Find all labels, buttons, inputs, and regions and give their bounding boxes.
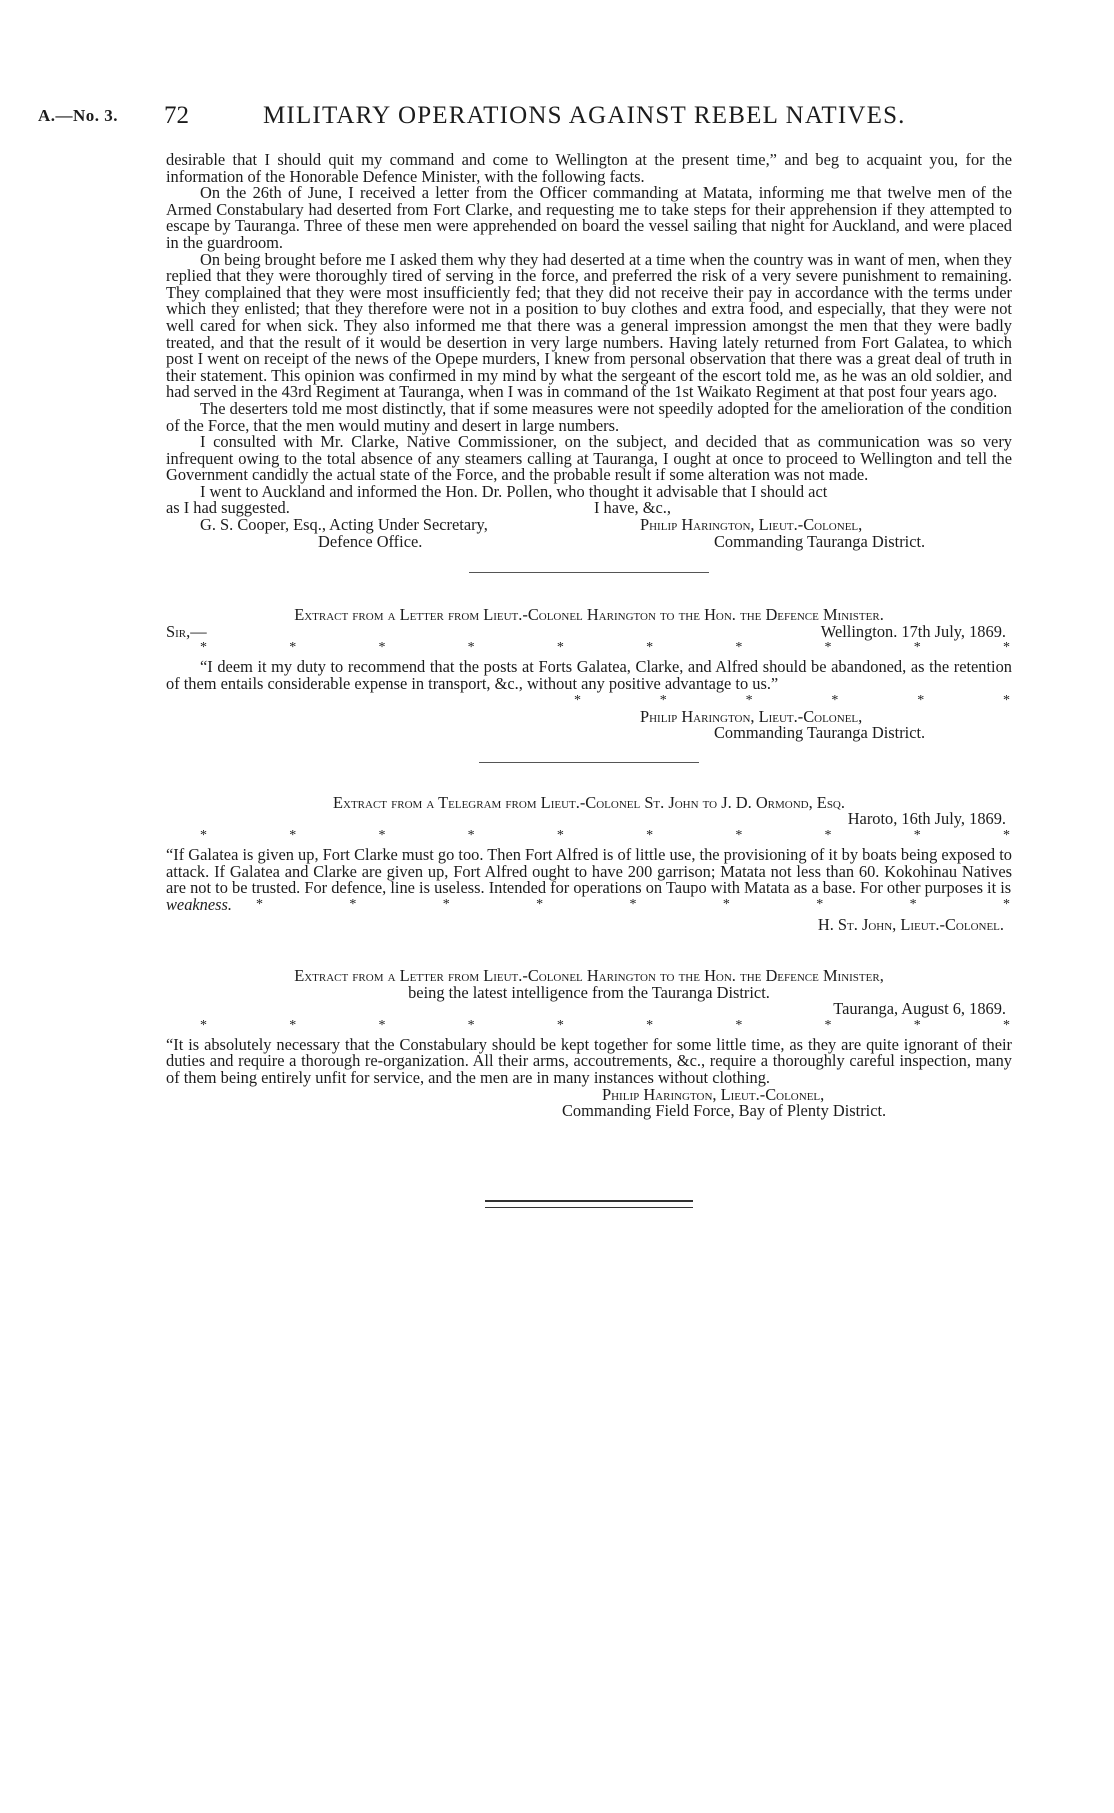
ellipsis-star: * [200,828,207,843]
paragraph: The deserters told me most distinctly, that if some measures were not speedily adopted for the amelioration of the condition of the Force, that the men would mutiny and desert in large numbers. [166,398,1012,435]
ellipsis-star: * [735,828,743,843]
extract-heading: Extract from a Telegram from Lieut.-Colonel St. John to J. D. Ormond, Esq. [333,792,845,812]
salutation: Sir,— [166,621,207,641]
ellipsis-star: * [200,1017,207,1033]
quoted-text-end: weakness. [166,894,233,914]
section-divider [469,572,709,573]
ellipsis-star: * [556,1017,564,1033]
ellipsis-star: * [646,640,654,656]
section-divider [479,762,699,763]
ellipsis-star: * [349,897,357,913]
quoted-text: “I deem it my duty to recommend that the posts at Forts Galatea, Clarke, and Alfred should be abandoned, as the retention of them entails considerable expense in transport, &c., without any positive advantage to us.” [166,657,1012,694]
dateline: Tauranga, August 6, 1869. [833,999,1006,1019]
ellipsis-star: * [735,1017,743,1033]
extract-letter-harington-latest [166,965,1012,1121]
ellipsis-star: * [1002,828,1010,843]
ellipsis-star: * [745,692,753,708]
signer: Philip Harington, Lieut.-Colonel, [640,515,863,535]
extract-telegram-st-john [166,792,1012,935]
extract-heading: Extract from a Letter from Lieut.-Colonel Harington to the Hon. the Defence Minister, [294,965,884,985]
ellipsis-row [166,828,1012,844]
ellipsis-star: * [536,897,544,913]
ellipsis-star: * [1002,1017,1010,1033]
dateline: Haroto, 16th July, 1869. [847,809,1006,829]
ellipsis-star: * [917,692,925,708]
ellipsis-star: * [556,640,564,656]
signer-title: Commanding Tauranga District. [714,531,926,551]
ellipsis-star: * [824,828,832,843]
ellipsis-star: * [722,897,730,913]
dateline: Wellington. 17th July, 1869. [820,621,1006,641]
office-title-line [166,531,1012,551]
addressee-office: Defence Office. [318,531,423,551]
signer: Philip Harington, Lieut.-Colonel, [640,706,863,726]
closing: I have, &c., [594,498,671,518]
paragraph: I went to Auckland and informed the Hon. Dr. Pollen, who thought it advisable that I should act [200,481,828,501]
ellipsis-star: * [378,1017,386,1033]
ellipsis-star: * [256,897,263,913]
ellipsis-row [166,1018,1012,1034]
signer-title: Commanding Field Force, Bay of Plenty District. [562,1101,887,1121]
ellipsis-star: * [1002,640,1010,656]
paper-reference: A.—No. 3. [38,106,119,125]
ellipsis-star: * [646,828,654,843]
ellipsis-star: * [913,828,921,843]
ellipsis-star: * [816,897,824,913]
running-title: MILITARY OPERATIONS AGAINST REBEL NATIVES. [263,102,906,129]
page-number: 72 [164,102,189,129]
quoted-text: “It is absolutely necessary that the Constabulary should be kept together for some little time, as they are quite ignorant of their duties and require a thorough re-organization. All their arms, accoutrements, &c., require a thoroughly careful inspection, many of them being entirely unfit for service, and the men are in many instances without clothing. [166,1034,1012,1087]
ellipsis-star: * [200,640,207,656]
ellipsis-star: * [913,640,921,656]
ellipsis-star: * [574,692,581,708]
signer: Philip Harington, Lieut.-Colonel, [602,1084,825,1104]
ellipsis-star: * [467,1017,475,1033]
paragraph: On the 26th of June, I received a letter from the Officer commanding at Matata, informing me that twelve men of the Armed Constabulary had deserted from Fort Clarke, and requesting me to take steps for their apprehension if they attempted to escape by Tauranga. Three of these men were apprehended on board the vessel sailing that night for Auckland, and were placed in the guardroom. [166,183,1012,252]
ellipsis-star: * [289,1017,297,1033]
ellipsis-star: * [824,640,832,656]
signer-title: Commanding Tauranga District. [714,723,926,743]
ellipsis-star: * [646,1017,654,1033]
ellipsis-star: * [909,897,917,913]
ellipsis-star: * [1002,692,1010,708]
extract-letter-harington [166,607,1012,742]
ellipsis-star: * [556,828,564,843]
paragraph-end: as I had suggested. [166,498,290,518]
ellipsis-star: * [442,897,450,913]
ellipsis-star: * [467,828,475,843]
paragraph: On being brought before me I asked them why they had deserted at a time when the country was in want of men, when they replied that they were thoroughly tired of serving in the force, and preferred the risk of a very severe punishment to remaining. They complained that they were most insufficiently fed; that they did not receive their pay in accordance with the terms under which they enlisted; that they therefore were not in a position to buy clothes and extra food, and especially, that they were not well cared for when sick. They also informed me that there was a general impression amongst the men that they were badly treated, and that the result of it would be desertion in very large numbers. Having lately returned from Fort Galatea, to which post I went on receipt of the news of the Opepe murders, I knew from personal observation that there was a great deal of truth in their statement. This opinion was confirmed in my mind by what the sergeant of the escort told me, as he was an old soldier, and had served in the 43rd Regiment at Tauranga, when I was in command of the 1st Waikato Regiment at that post four years ago. [166,249,1012,402]
paragraph: desirable that I should quit my command and come to Wellington at the present time,” and beg to acquaint you, for the information of the Honorable Defence Minister, with the following facts. [166,150,1012,186]
extract-subheading: being the latest intelligence from the Tauranga District. [408,982,770,1002]
ellipsis-star: * [824,1017,832,1033]
salutation-dateline [166,621,1012,641]
ellipsis-star: * [659,692,667,708]
letter-harington-to-cooper [166,152,1012,550]
page-header [38,102,1038,136]
ellipsis-star: * [378,828,386,843]
ellipsis-row [166,640,1012,656]
addressee: G. S. Cooper, Esq., Acting Under Secretary, [200,515,488,535]
ellipsis-star: * [913,1017,921,1033]
paragraph: I consulted with Mr. Clarke, Native Commissioner, on the subject, and decided that as communication was so very infrequent owing to the total absence of any steamers calling at Tauranga, I ought at once to proceed to Wellington and tell the Government candidly the actual state of the Force, and the probable result if some alteration was not made. [166,432,1012,485]
ellipsis-star: * [289,640,297,656]
quoted-text: “If Galatea is given up, Fort Clarke must go too. Then Fort Alfred is of little use, the provisioning of it by boats being exposed to attack. If Galatea and Clarke are given up, Fort Alfred ought to have 200 garrison; Matata not less than 60. Kokohinau Natives are not to be trusted. For defence, line is useless. Intended for operations on Taupo with Matata as a base. For other purposes it is [166,845,1012,898]
extract-heading: Extract from a Letter from Lieut.-Colonel Harington to the Hon. the Defence Minister. [294,605,884,625]
signer: H. St. John, Lieut.-Colonel. [817,915,1004,935]
ellipsis-star: * [378,640,386,656]
end-rule [485,1200,693,1208]
ellipsis-star: * [629,897,637,913]
ellipsis-star: * [1003,897,1010,913]
ellipsis-star: * [735,640,743,656]
ellipsis-star: * [831,692,839,708]
ellipsis-star: * [467,640,475,656]
ellipsis-row [166,693,1012,709]
ellipsis-star: * [289,828,297,843]
document-body [166,152,1012,1208]
